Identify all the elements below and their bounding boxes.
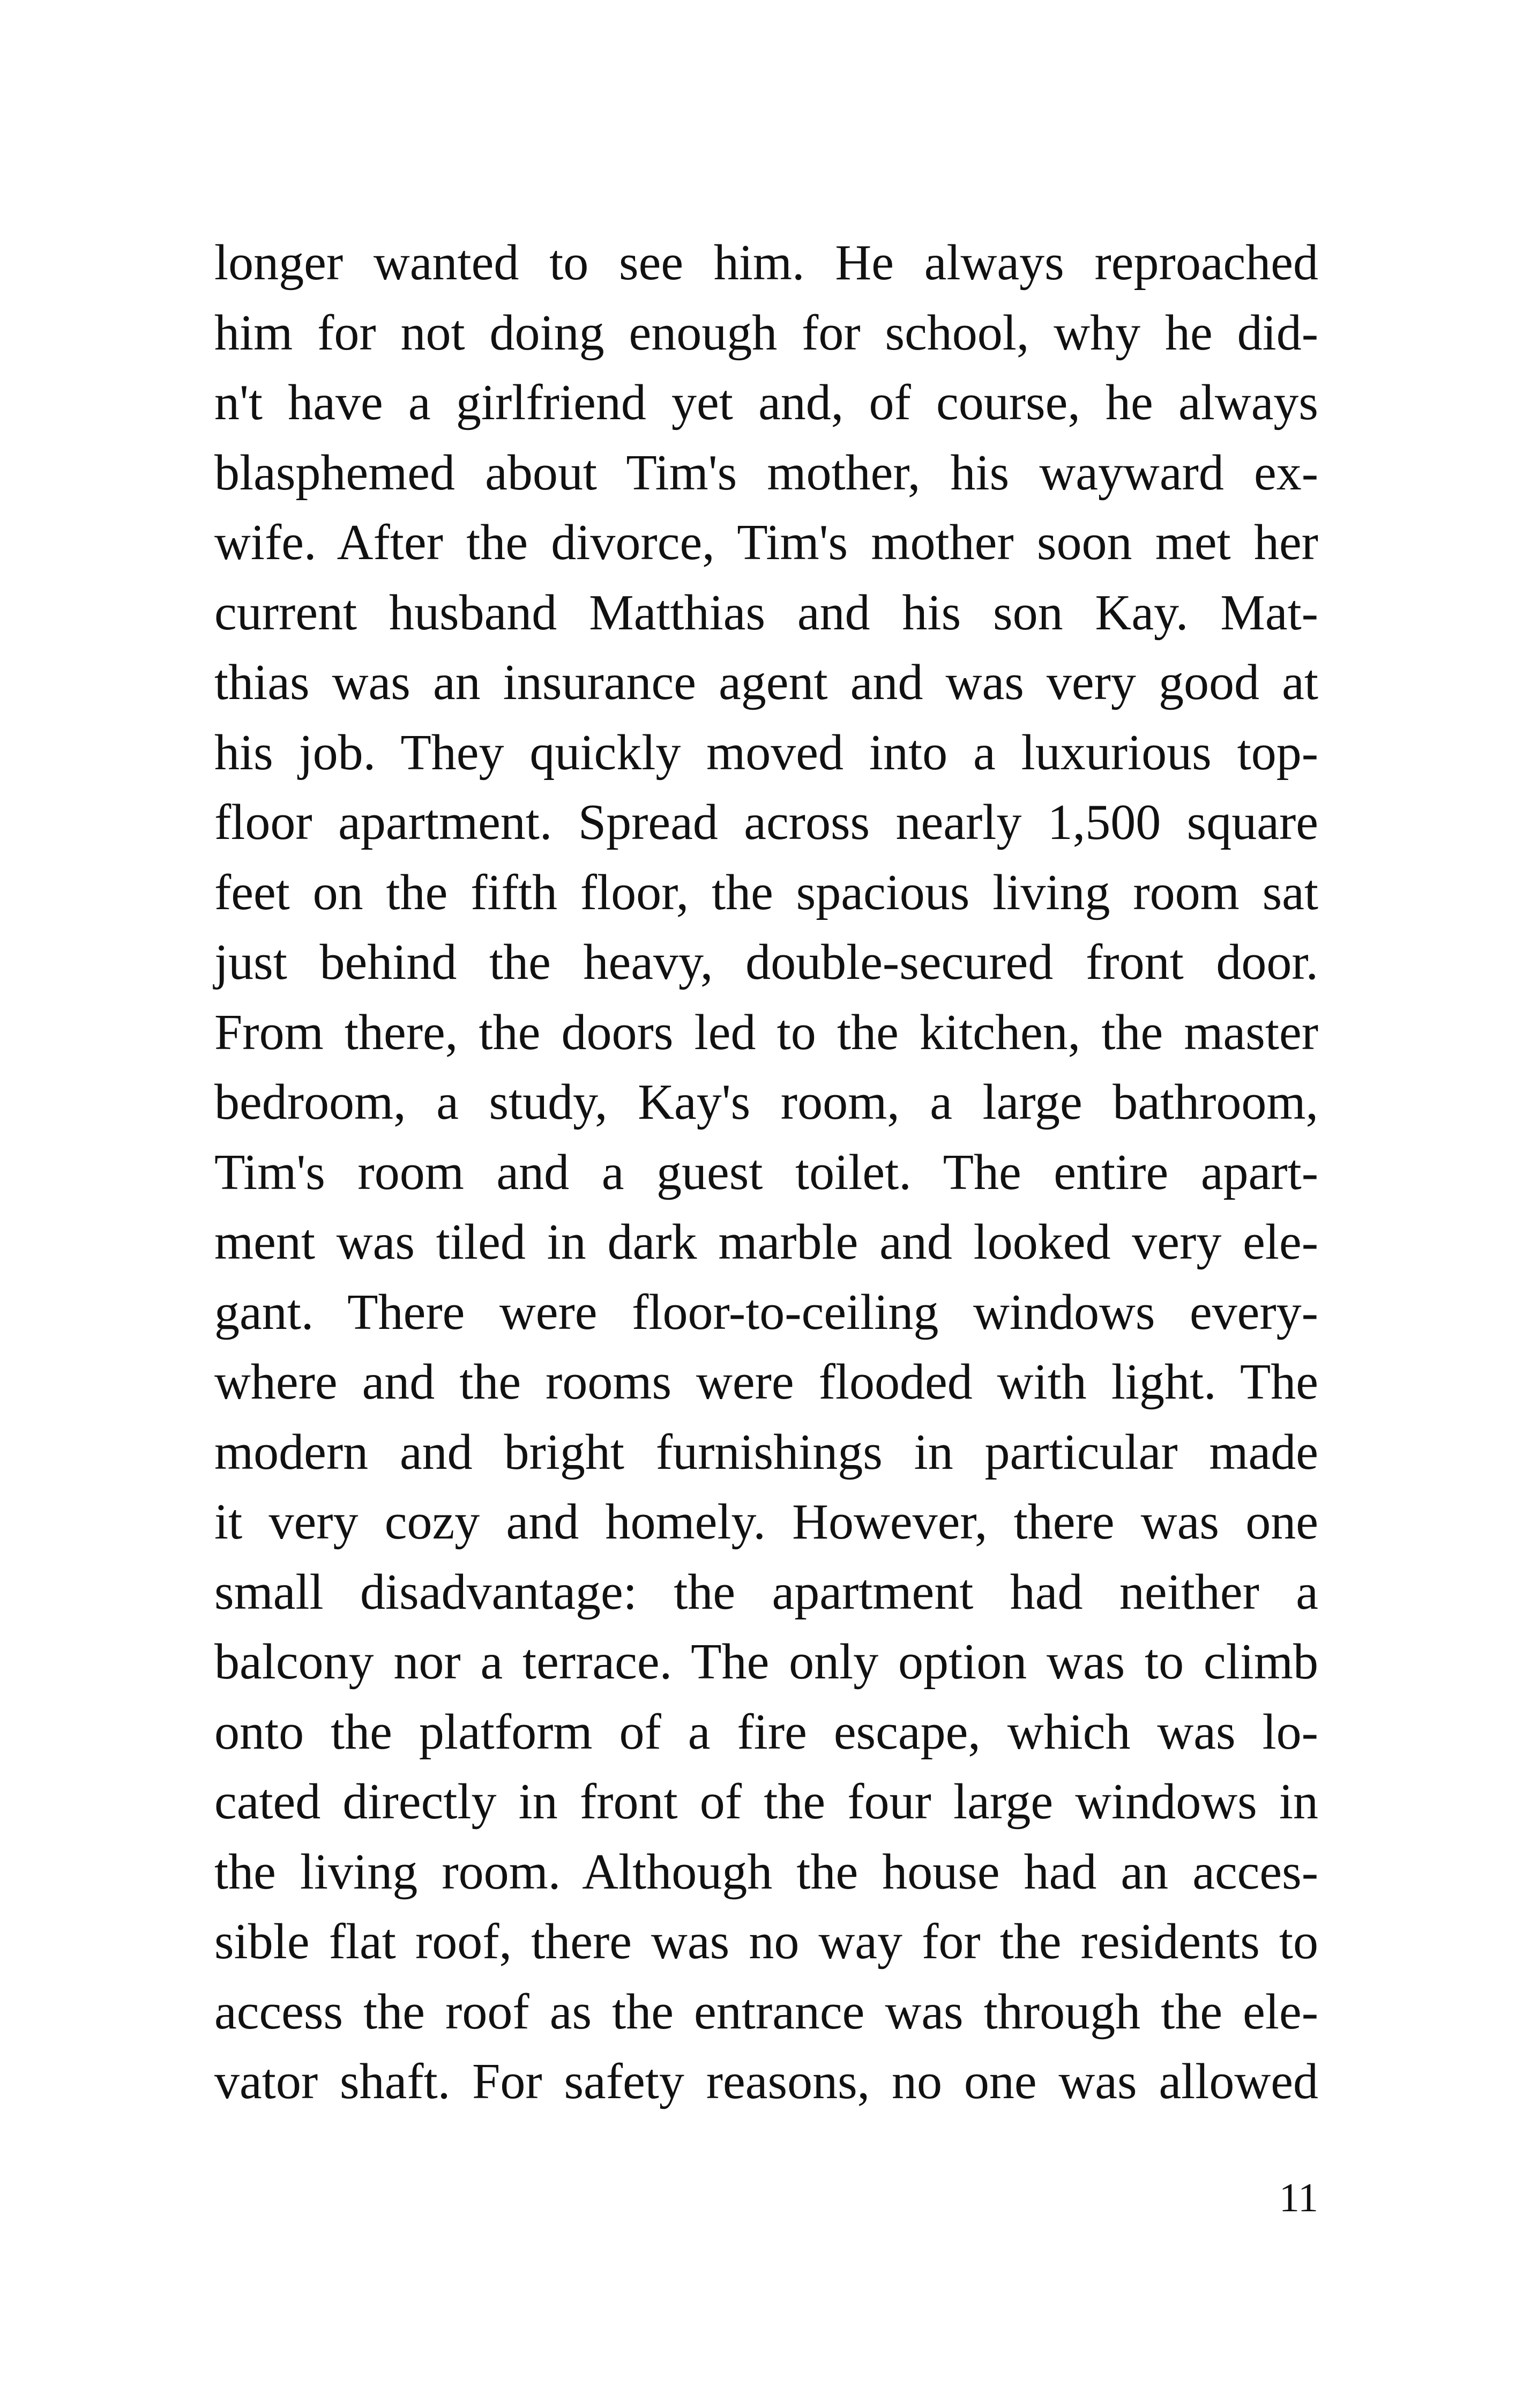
text-line: vator shaft. For safety reasons, no one was allowed: [214, 2054, 1318, 2109]
page-number: 11: [1279, 2175, 1318, 2220]
text-line: gant. There were floor-to-ceiling windows every-: [214, 1284, 1318, 1340]
text-line: where and the rooms were flooded with light. The: [214, 1354, 1318, 1410]
text-line: Tim's room and a guest toilet. The entire apart-: [214, 1144, 1318, 1200]
text-line: blasphemed about Tim's mother, his wayward ex-: [214, 444, 1318, 501]
text-line: it very cozy and homely. However, there was one: [214, 1494, 1318, 1550]
text-line: floor apartment. Spread across nearly 1,500 square: [214, 794, 1318, 850]
text-line: the living room. Although the house had an acces-: [214, 1844, 1318, 1900]
text-line: sible flat roof, there was no way for the residents to: [214, 1914, 1318, 1969]
text-line: balcony nor a terrace. The only option was to climb: [214, 1634, 1318, 1690]
text-line: just behind the heavy, double-secured front door.: [214, 934, 1318, 990]
text-line: his job. They quickly moved into a luxurious top-: [214, 724, 1318, 781]
text-line: onto the platform of a fire escape, which was lo-: [214, 1704, 1318, 1760]
text-line: small disadvantage: the apartment had neither a: [214, 1564, 1318, 1620]
text-line: cated directly in front of the four large windows in: [214, 1774, 1318, 1830]
text-line: modern and bright furnishings in particular made: [214, 1424, 1318, 1480]
text-line: current husband Matthias and his son Kay. Mat-: [214, 584, 1318, 641]
text-line: wife. After the divorce, Tim's mother soon met her: [214, 515, 1318, 570]
text-line: From there, the doors led to the kitchen, the master: [214, 1004, 1318, 1060]
text-line: longer wanted to see him. He always reproached: [214, 235, 1318, 291]
body-text: [214, 228, 1318, 2117]
text-line: feet on the fifth floor, the spacious living room sat: [214, 864, 1318, 920]
text-line: access the roof as the entrance was through the ele-: [214, 1983, 1318, 2040]
text-line: him for not doing enough for school, why he did-: [214, 304, 1318, 361]
text-line: ment was tiled in dark marble and looked very ele-: [214, 1214, 1318, 1270]
text-line: thias was an insurance agent and was very good at: [214, 655, 1318, 710]
text-line: n't have a girlfriend yet and, of course, he always: [214, 375, 1318, 430]
text-line: bedroom, a study, Kay's room, a large bathroom,: [214, 1074, 1318, 1130]
